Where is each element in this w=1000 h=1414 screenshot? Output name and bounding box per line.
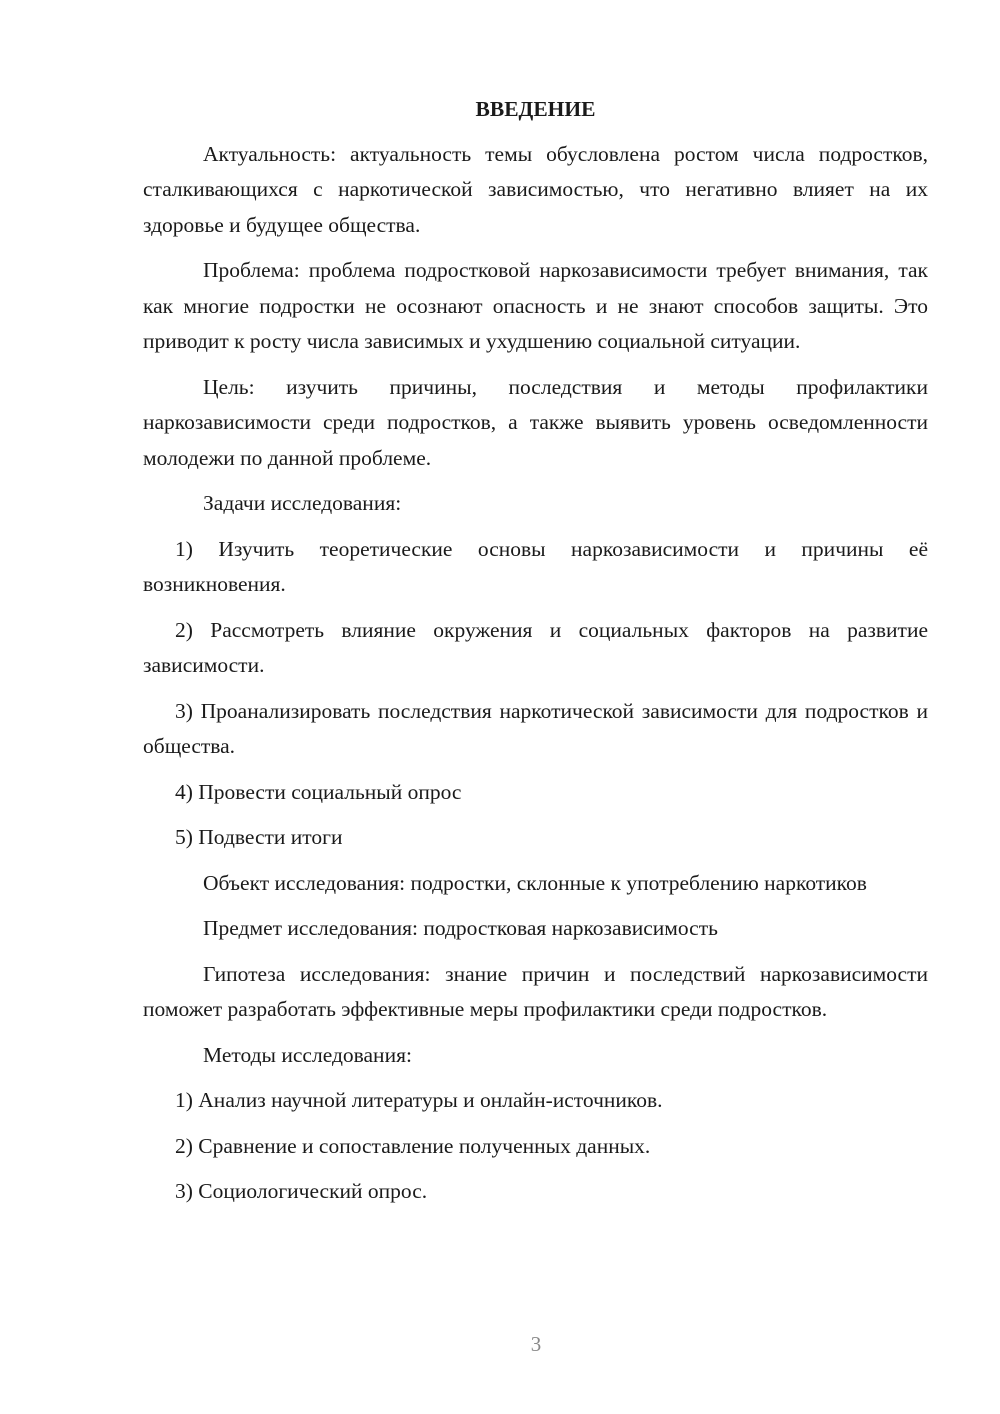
subject-paragraph: Предмет исследования: подростковая наркозависимость xyxy=(203,916,718,940)
task-item: 5) Подвести итоги xyxy=(175,825,343,849)
object-paragraph: Объект исследования: подростки, склонные к употреблению наркотиков xyxy=(203,870,867,895)
document-page xyxy=(143,92,928,1220)
page-title: ВВЕДЕНИЕ xyxy=(475,97,596,121)
task-item: 2) Рассмотреть влияние окружения и социальных факторов на развитие зависимости. xyxy=(143,617,928,677)
page-number: 3 xyxy=(530,1332,542,1356)
method-item: 3) Социологический опрос. xyxy=(175,1179,428,1203)
tasks-heading: Задачи исследования: xyxy=(203,491,402,515)
task-item: 3) Проанализировать последствия наркотической зависимости для подростков и общества. xyxy=(143,698,928,758)
task-item: 1) Изучить теоретические основы наркозависимости и причины её возникновения. xyxy=(143,536,928,596)
task-item: 4) Провести социальный опрос xyxy=(175,779,462,804)
methods-heading: Методы исследования: xyxy=(203,1042,412,1067)
problem-paragraph: Проблема: проблема подростковой наркозависимости требует внимания, так как многие подростки не осознают опасность и не знают способов защиты. Это приводит к росту числа зависимых и ухудшению социальной ситуации. xyxy=(143,258,928,353)
relevance-paragraph: Актуальность: актуальность темы обусловлена ростом числа подростков, сталкивающихся с наркотической зависимостью, что негативно влияет на их здоровье и будущее общества. xyxy=(143,141,928,237)
hypothesis-paragraph: Гипотеза исследования: знание причин и последствий наркозависимости поможет разработать эффективные меры профилактики среди подростков. xyxy=(143,961,928,1021)
method-item: 2) Сравнение и сопоставление полученных данных. xyxy=(175,1133,651,1158)
method-item: 1) Анализ научной литературы и онлайн-источников. xyxy=(175,1088,663,1112)
goal-paragraph: Цель: изучить причины, последствия и методы профилактики наркозависимости среди подростков, а также выявить уровень осведомленности молодежи по данной проблеме. xyxy=(143,374,928,470)
